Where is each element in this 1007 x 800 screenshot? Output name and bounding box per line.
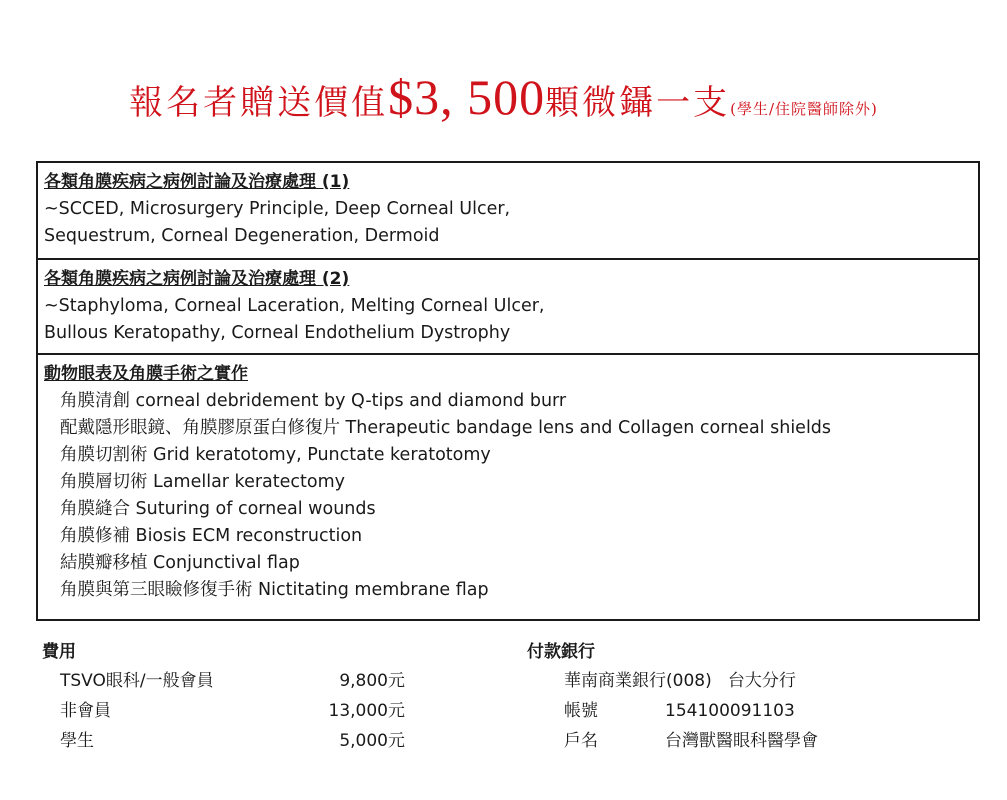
list-item: 結膜瓣移植 Conjunctival flap bbox=[60, 553, 300, 573]
banner-note: (學生/住院醫師除外) bbox=[730, 100, 878, 118]
list-item: 角膜清創 corneal debridement by Q-tips and diamond burr bbox=[60, 391, 567, 411]
list-item: 角膜縫合 Suturing of corneal wounds bbox=[60, 499, 376, 519]
promo-banner bbox=[0, 68, 1007, 126]
bank-row bbox=[527, 666, 987, 696]
section-line: Bullous Keratopathy, Corneal Endothelium Dystrophy bbox=[44, 323, 511, 343]
holder-value: 台灣獸醫眼科醫學會 bbox=[665, 731, 818, 751]
list-item: 角膜與第三眼瞼修復手術 Nictitating membrane flap bbox=[60, 580, 489, 600]
banner-amount: $3, 500 bbox=[388, 69, 546, 125]
section-title: 各類角膜疾病之病例討論及治療處理 (2) bbox=[44, 269, 350, 289]
holder-label: 戶名 bbox=[564, 731, 598, 751]
fee-label: 非會員 bbox=[60, 701, 111, 721]
fee-label: TSVO眼科/一般會員 bbox=[60, 671, 214, 691]
course-section-1 bbox=[38, 163, 978, 260]
fee-label: 學生 bbox=[60, 731, 94, 751]
fees-title: 費用 bbox=[42, 642, 76, 662]
course-section-3 bbox=[38, 355, 978, 619]
section-line: ~SCCED, Microsurgery Principle, Deep Corneal Ulcer, bbox=[44, 199, 511, 219]
section-line: Sequestrum, Corneal Degeneration, Dermoid bbox=[44, 226, 440, 246]
fee-row bbox=[42, 696, 442, 726]
fee-value: 9,800元 bbox=[339, 671, 405, 691]
fee-value: 5,000元 bbox=[339, 731, 405, 751]
bank-title: 付款銀行 bbox=[527, 642, 595, 662]
fees-section bbox=[42, 638, 442, 756]
fee-row bbox=[42, 666, 442, 696]
bank-section bbox=[527, 638, 987, 756]
section-title: 各類角膜疾病之病例討論及治療處理 (1) bbox=[44, 172, 350, 192]
account-value: 154100091103 bbox=[665, 701, 795, 721]
list-item: 角膜修補 Biosis ECM reconstruction bbox=[60, 526, 363, 546]
fee-row bbox=[42, 726, 442, 756]
list-item: 角膜層切術 Lamellar keratectomy bbox=[60, 472, 345, 492]
section-title: 動物眼表及角膜手術之實作 bbox=[44, 364, 248, 384]
course-section-2 bbox=[38, 260, 978, 355]
banner-suffix: 顆微鑷一支 bbox=[545, 83, 731, 123]
list-item: 配戴隱形眼鏡、角膜膠原蛋白修復片 Therapeutic bandage lens and Collagen corneal shields bbox=[60, 418, 832, 438]
bank-row bbox=[527, 696, 987, 726]
course-table bbox=[36, 161, 980, 621]
section-line: ~Staphyloma, Corneal Laceration, Melting Corneal Ulcer, bbox=[44, 296, 545, 316]
banner-prefix: 報名者贈送價值 bbox=[129, 83, 389, 123]
list-item: 角膜切割術 Grid keratotomy, Punctate keratotomy bbox=[60, 445, 491, 465]
bank-row bbox=[527, 726, 987, 756]
bank-name: 華南商業銀行(008) 台大分行 bbox=[564, 671, 796, 691]
fee-value: 13,000元 bbox=[328, 701, 405, 721]
account-label: 帳號 bbox=[564, 701, 598, 721]
